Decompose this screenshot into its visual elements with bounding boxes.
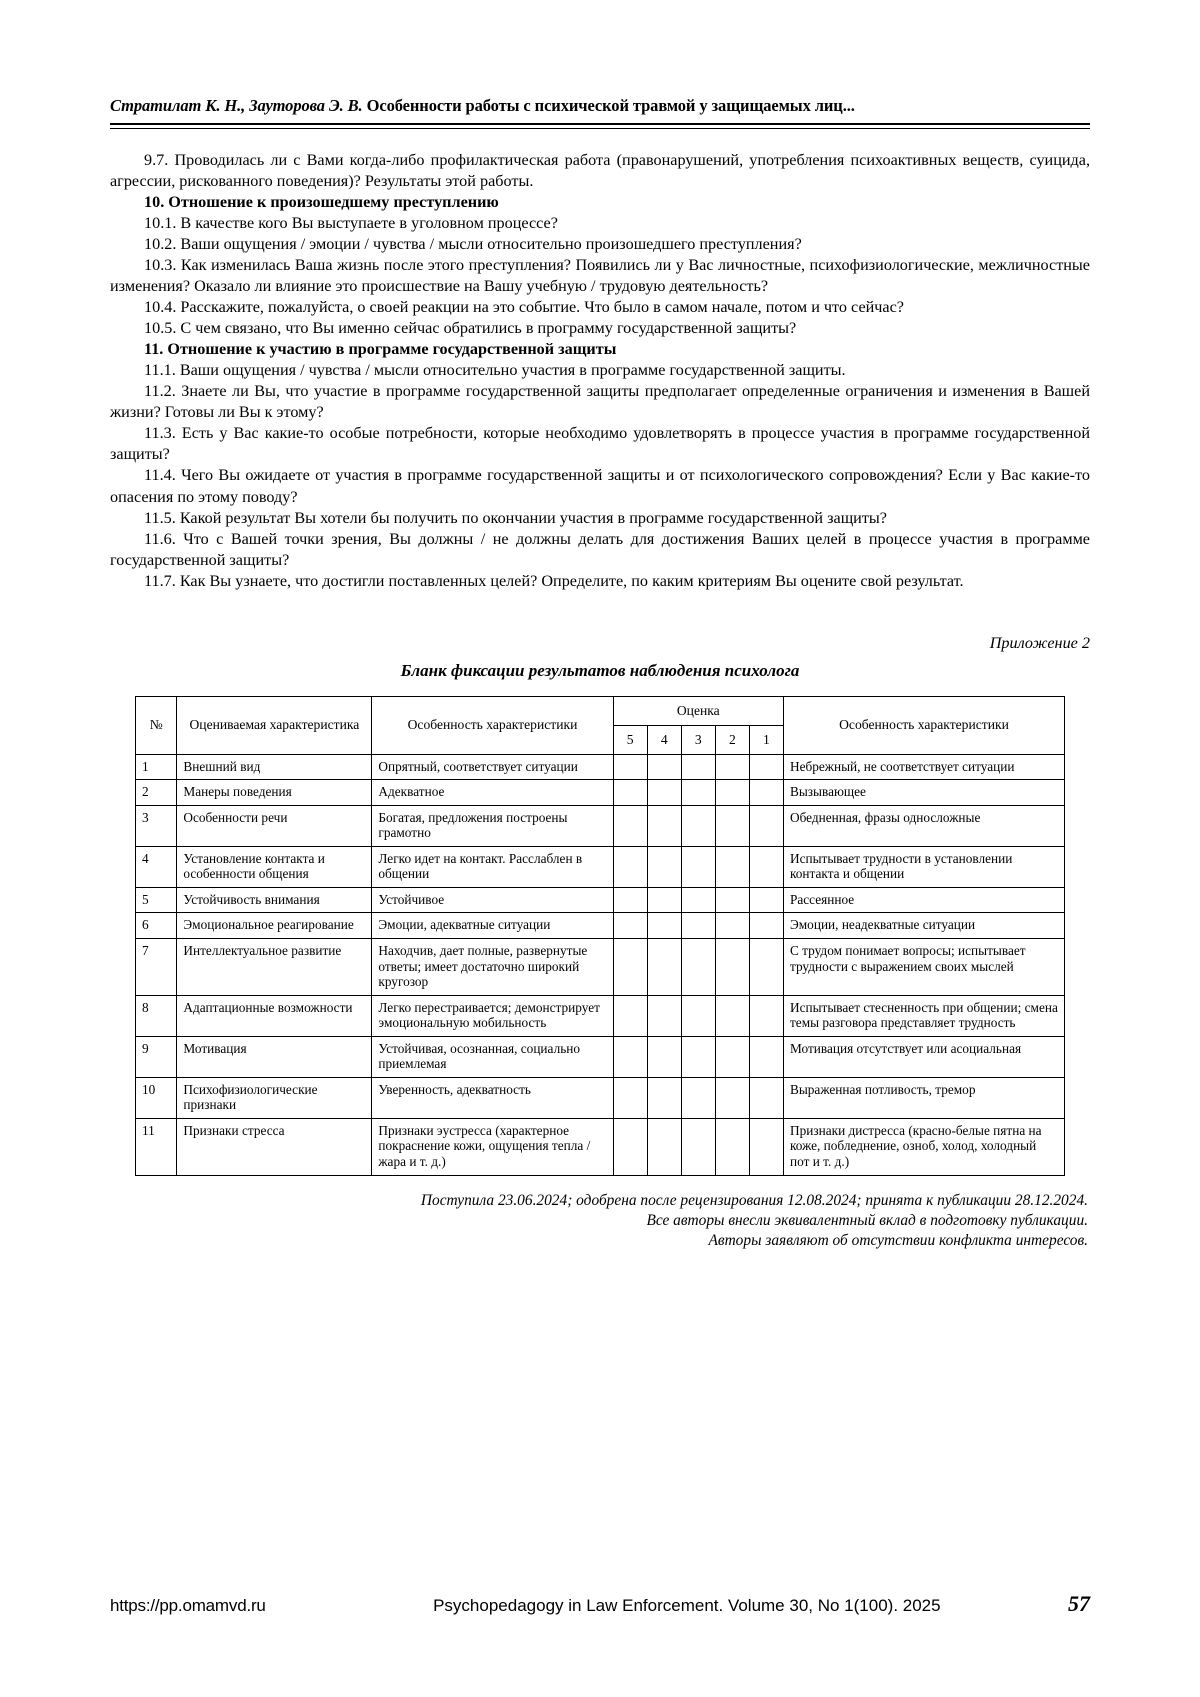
table-row — [136, 938, 1065, 995]
score-checkbox-5[interactable] — [613, 938, 647, 995]
header-feature-positive: Особенность характеристики — [372, 696, 613, 754]
row-characteristic: Адаптационные возможности — [177, 995, 372, 1036]
score-checkbox-5[interactable] — [613, 1118, 647, 1175]
row-number: 2 — [136, 780, 177, 806]
question-paragraph: 11.4. Чего Вы ожидаете от участия в программе государственной защиты и от психологического сопровождения? Если у Вас какие-то опасения по этому поводу? — [110, 466, 1090, 506]
row-feature-negative: Испытывает трудности в установлении контакта и общении — [783, 846, 1064, 887]
table-head — [136, 696, 1065, 754]
score-checkbox-2[interactable] — [715, 805, 749, 846]
score-checkbox-2[interactable] — [715, 887, 749, 913]
publication-note: Авторы заявляют об отсутствии конфликта интересов. — [708, 1232, 1088, 1250]
score-checkbox-4[interactable] — [647, 1036, 681, 1077]
section-heading: 10. Отношение к произошедшему преступлению — [144, 192, 499, 211]
publication-note: Все авторы внесли эквивалентный вклад в подготовку публикации. — [646, 1211, 1088, 1229]
row-number: 7 — [136, 938, 177, 995]
row-feature-negative: Выраженная потливость, тремор — [783, 1077, 1064, 1118]
row-number: 8 — [136, 995, 177, 1036]
score-header-1: 1 — [749, 725, 783, 754]
score-checkbox-1[interactable] — [749, 780, 783, 806]
score-checkbox-2[interactable] — [715, 846, 749, 887]
row-feature-negative: Мотивация отсутствует или асоциальная — [783, 1036, 1064, 1077]
row-characteristic: Признаки стресса — [177, 1118, 372, 1175]
score-checkbox-3[interactable] — [681, 1118, 715, 1175]
row-number: 3 — [136, 805, 177, 846]
footer-page-number: 57 — [1068, 1591, 1090, 1616]
table-row — [136, 887, 1065, 913]
score-header-2: 2 — [715, 725, 749, 754]
question-paragraph: 11.3. Есть у Вас какие-то особые потребности, которые необходимо удовлетворять в процессе участия в программе государственной защиты? — [110, 424, 1090, 464]
question-paragraph: 11.7. Как Вы узнаете, что достигли поставленных целей? Определите, по каким критериям Вы оцените свой результат. — [144, 571, 964, 590]
score-checkbox-2[interactable] — [715, 1118, 749, 1175]
question-paragraph: 9.7. Проводилась ли с Вами когда-либо профилактическая работа (правонарушений, употребления психоактивных веществ, суицида, агрессии, рискованного поведения)? Результаты этой работы. — [110, 150, 1090, 190]
header-score: Оценка — [613, 696, 783, 725]
row-characteristic: Эмоциональное реагирование — [177, 913, 372, 939]
score-checkbox-1[interactable] — [749, 1036, 783, 1077]
score-checkbox-5[interactable] — [613, 805, 647, 846]
row-feature-positive: Устойчивая, осознанная, социально приемлемая — [372, 1036, 613, 1077]
score-checkbox-4[interactable] — [647, 995, 681, 1036]
row-feature-negative: Вызывающее — [783, 780, 1064, 806]
row-characteristic: Психофизиологические признаки — [177, 1077, 372, 1118]
score-checkbox-4[interactable] — [647, 913, 681, 939]
running-head — [110, 96, 1090, 116]
question-paragraph: 10.4. Расскажите, пожалуйста, о своей реакции на это событие. Что было в самом начале, потом и что сейчас? — [144, 297, 904, 316]
question-paragraph: 10.3. Как изменилась Ваша жизнь после этого преступления? Появились ли у Вас личностные, психофизиологические, межличностные изменения? Оказало ли влияние это происшествие на Вашу учебную / трудовую деятельность? — [110, 255, 1090, 295]
score-checkbox-1[interactable] — [749, 1118, 783, 1175]
score-checkbox-2[interactable] — [715, 1036, 749, 1077]
score-checkbox-2[interactable] — [715, 913, 749, 939]
row-number: 4 — [136, 846, 177, 887]
appendix-label: Приложение 2 — [989, 633, 1090, 652]
row-feature-positive: Легко перестраивается; демонстрирует эмоциональную мобильность — [372, 995, 613, 1036]
question-paragraph: 11.5. Какой результат Вы хотели бы получить по окончании участия в программе государственной защиты? — [144, 508, 887, 527]
table-row — [136, 1036, 1065, 1077]
row-characteristic: Интеллектуальное развитие — [177, 938, 372, 995]
table-body — [136, 754, 1065, 1175]
row-feature-positive: Эмоции, адекватные ситуации — [372, 913, 613, 939]
table-row — [136, 846, 1065, 887]
score-checkbox-5[interactable] — [613, 780, 647, 806]
row-number: 9 — [136, 1036, 177, 1077]
table-row — [136, 1118, 1065, 1175]
score-checkbox-4[interactable] — [647, 1118, 681, 1175]
table-row — [136, 1077, 1065, 1118]
question-paragraph: 11.6. Что с Вашей точки зрения, Вы должны / не должны делать для достижения Ваших целей в процессе участия в программе государственной защиты? — [110, 529, 1090, 569]
score-checkbox-4[interactable] — [647, 938, 681, 995]
row-number: 1 — [136, 754, 177, 780]
score-checkbox-4[interactable] — [647, 805, 681, 846]
score-checkbox-3[interactable] — [681, 1077, 715, 1118]
score-checkbox-3[interactable] — [681, 995, 715, 1036]
row-feature-positive: Опрятный, соответствует ситуации — [372, 754, 613, 780]
score-checkbox-5[interactable] — [613, 754, 647, 780]
question-paragraph: 10.5. С чем связано, что Вы именно сейчас обратились в программу государственной защиты? — [144, 319, 797, 337]
table-row — [136, 995, 1065, 1036]
score-checkbox-4[interactable] — [647, 846, 681, 887]
score-checkbox-1[interactable] — [749, 805, 783, 846]
score-checkbox-1[interactable] — [749, 846, 783, 887]
score-checkbox-1[interactable] — [749, 1077, 783, 1118]
running-head-rule-thin — [110, 128, 1090, 129]
footer-journal: Psychopedagogy in Law Enforcement. Volume 30, No 1(100). 2025 — [433, 1596, 941, 1615]
row-feature-positive: Легко идет на контакт. Расслаблен в общении — [372, 846, 613, 887]
table-row — [136, 805, 1065, 846]
header-feature-negative: Особенность характеристики — [783, 696, 1064, 754]
row-feature-negative: Испытывает стесненность при общении; смена темы разговора представляет трудность — [783, 995, 1064, 1036]
score-checkbox-3[interactable] — [681, 1036, 715, 1077]
score-checkbox-4[interactable] — [647, 780, 681, 806]
score-checkbox-1[interactable] — [749, 995, 783, 1036]
row-feature-negative: Небрежный, не соответствует ситуации — [783, 754, 1064, 780]
question-paragraph: 10.2. Ваши ощущения / эмоции / чувства / мысли относительно произошедшего преступления? — [144, 234, 802, 253]
page-footer — [110, 1591, 1090, 1617]
table-row — [136, 780, 1065, 806]
score-checkbox-3[interactable] — [681, 938, 715, 995]
score-checkbox-2[interactable] — [715, 754, 749, 780]
score-header-5: 5 — [613, 725, 647, 754]
row-feature-positive: Богатая, предложения построены грамотно — [372, 805, 613, 846]
row-characteristic: Манеры поведения — [177, 780, 372, 806]
row-number: 11 — [136, 1118, 177, 1175]
row-characteristic: Мотивация — [177, 1036, 372, 1077]
score-checkbox-4[interactable] — [647, 887, 681, 913]
score-checkbox-3[interactable] — [681, 805, 715, 846]
score-checkbox-1[interactable] — [749, 887, 783, 913]
score-checkbox-1[interactable] — [749, 754, 783, 780]
table-row — [136, 754, 1065, 780]
score-checkbox-5[interactable] — [613, 887, 647, 913]
score-checkbox-2[interactable] — [715, 780, 749, 806]
row-number: 6 — [136, 913, 177, 939]
score-checkbox-1[interactable] — [749, 913, 783, 939]
score-checkbox-5[interactable] — [613, 846, 647, 887]
body-text — [110, 150, 1090, 592]
row-feature-negative: Обедненная, фразы односложные — [783, 805, 1064, 846]
row-number: 5 — [136, 887, 177, 913]
score-checkbox-5[interactable] — [613, 913, 647, 939]
score-checkbox-4[interactable] — [647, 754, 681, 780]
row-number: 10 — [136, 1077, 177, 1118]
publication-note: Поступила 23.06.2024; одобрена после рецензирования 12.08.2024; принята к публикации 28.12.2024. — [420, 1191, 1088, 1209]
score-checkbox-2[interactable] — [715, 1077, 749, 1118]
table-header-row-1 — [136, 696, 1065, 725]
score-checkbox-5[interactable] — [613, 1077, 647, 1118]
score-checkbox-3[interactable] — [681, 887, 715, 913]
score-checkbox-4[interactable] — [647, 1077, 681, 1118]
row-characteristic: Внешний вид — [177, 754, 372, 780]
row-feature-negative: Признаки дистресса (красно-белые пятна на коже, побледнение, озноб, холод, холодный пот и т. д.) — [783, 1118, 1064, 1175]
row-characteristic: Особенности речи — [177, 805, 372, 846]
row-feature-negative: Рассеянное — [783, 887, 1064, 913]
running-head-authors: Стратилат К. Н., Зауторова Э. В. — [110, 96, 363, 115]
running-head-title: Особенности работы с психической травмой у защищаемых лиц... — [366, 96, 855, 115]
question-paragraph: 11.1. Ваши ощущения / чувства / мысли относительно участия в программе государственной защиты. — [144, 361, 846, 380]
row-feature-positive: Находчив, дает полные, развернутые ответы; имеет достаточно широкий кругозор — [372, 938, 613, 995]
publication-notes — [110, 1191, 1090, 1252]
score-checkbox-3[interactable] — [681, 780, 715, 806]
row-characteristic: Установление контакта и особенности общения — [177, 846, 372, 887]
table-title: Бланк фиксации результатов наблюдения психолога — [400, 660, 800, 680]
score-header-4: 4 — [647, 725, 681, 754]
score-checkbox-5[interactable] — [613, 1036, 647, 1077]
row-feature-positive: Признаки эустресса (характерное покраснение кожи, ощущения тепла / жара и т. д.) — [372, 1118, 613, 1175]
row-feature-positive: Уверенность, адекватность — [372, 1077, 613, 1118]
header-num: № — [136, 696, 177, 754]
score-header-3: 3 — [681, 725, 715, 754]
section-heading: 11. Отношение к участию в программе государственной защиты — [144, 340, 617, 359]
row-feature-positive: Адекватное — [372, 780, 613, 806]
score-checkbox-5[interactable] — [613, 995, 647, 1036]
score-checkbox-1[interactable] — [749, 938, 783, 995]
row-feature-positive: Устойчивое — [372, 887, 613, 913]
question-paragraph: 11.2. Знаете ли Вы, что участие в программе государственной защиты предполагает определенные ограничения и изменения в Вашей жизни? Готовы ли Вы к этому? — [110, 382, 1090, 422]
row-feature-negative: Эмоции, неадекватные ситуации — [783, 913, 1064, 939]
score-checkbox-3[interactable] — [681, 846, 715, 887]
header-characteristic: Оцениваемая характеристика — [177, 696, 372, 754]
row-feature-negative: С трудом понимает вопросы; испытывает трудности с выражением своих мыслей — [783, 938, 1064, 995]
table-row — [136, 913, 1065, 939]
question-paragraph: 10.1. В качестве кого Вы выступаете в уголовном процессе? — [144, 213, 558, 232]
observation-table — [135, 696, 1065, 1176]
score-checkbox-3[interactable] — [681, 754, 715, 780]
footer-url[interactable]: https://pp.omamvd.ru — [110, 1596, 266, 1615]
score-checkbox-3[interactable] — [681, 913, 715, 939]
score-checkbox-2[interactable] — [715, 938, 749, 995]
running-head-rule-thick — [110, 123, 1090, 125]
score-checkbox-2[interactable] — [715, 995, 749, 1036]
row-characteristic: Устойчивость внимания — [177, 887, 372, 913]
